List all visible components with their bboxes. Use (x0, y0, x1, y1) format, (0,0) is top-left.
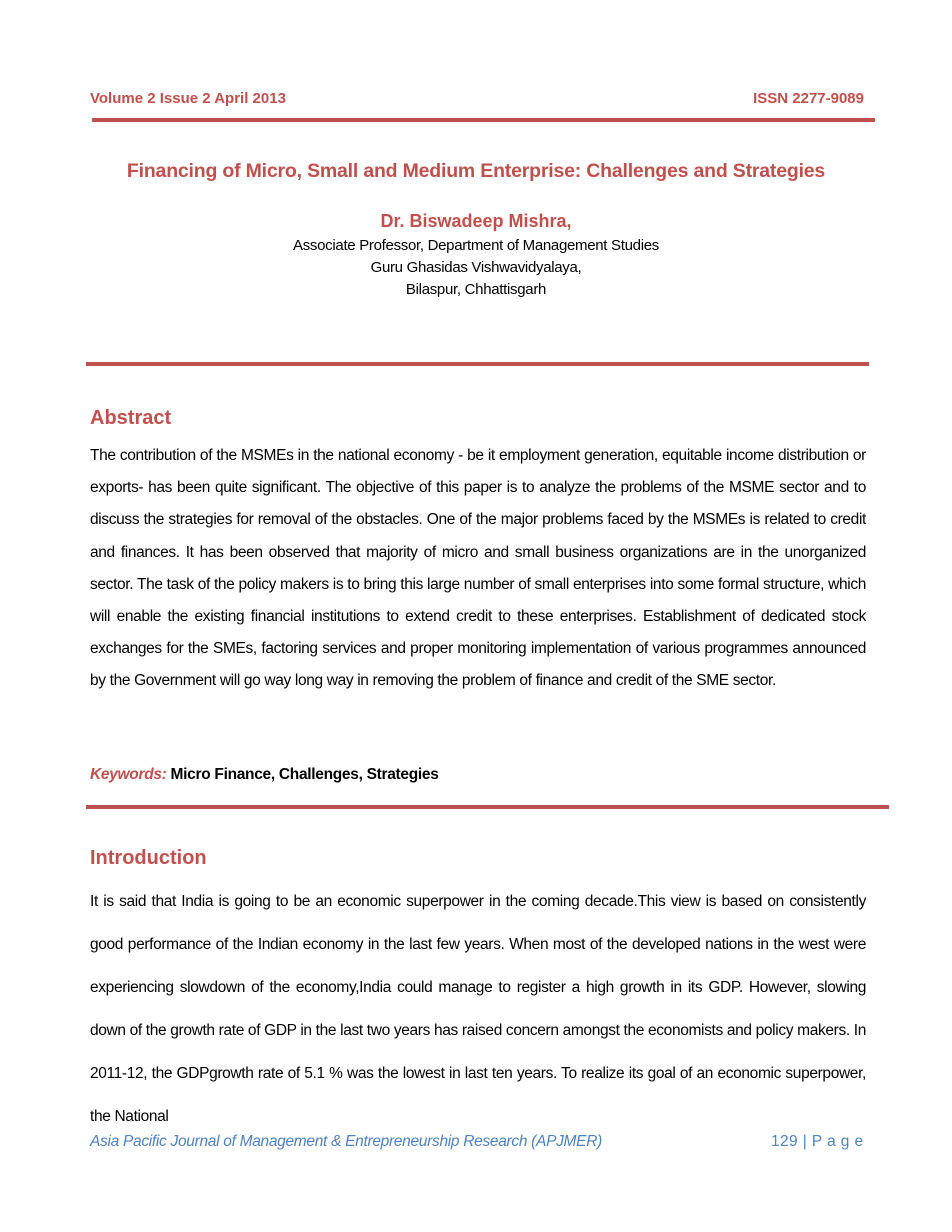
keywords-line (90, 766, 439, 784)
introduction-heading: Introduction (90, 847, 207, 869)
keywords-value: Micro Finance, Challenges, Strategies (166, 766, 439, 783)
introduction-text: It is said that India is going to be an economic superpower in the coming decade.This view is based on consistently good performance of the Indian economy in the last few years. When most of the developed nations in the west were experiencing slowdown of the economy,India could manage to register a high growth in its GDP. However, slowing down of the growth rate of GDP in the last two years has raised concern amongst the economists and policy makers. In 2011-12, the GDPgrowth rate of 5.1 % was the lowest in last ten years. To realize its goal of an economic superpower, the National (90, 893, 866, 1125)
paper-title: Financing of Micro, Small and Medium Enterprise: Challenges and Strategies (126, 160, 826, 182)
footer-journal-name: Asia Pacific Journal of Management & Entrepreneurship Research (APJMER) (90, 1133, 602, 1150)
abstract-heading: Abstract (90, 407, 172, 429)
author-name: Dr. Biswadeep Mishra, (380, 211, 572, 231)
keywords-label: Keywords: (90, 766, 167, 783)
author-affiliation-university: Guru Ghasidas Vishwavidyalaya, (370, 259, 582, 276)
page-number: 129 | P a g e (771, 1133, 864, 1150)
author-affiliation-location: Bilaspur, Chhattisgarh (405, 281, 547, 298)
journal-issn: ISSN 2277-9089 (753, 90, 864, 107)
abstract-divider (86, 805, 889, 809)
journal-volume: Volume 2 Issue 2 April 2013 (90, 90, 286, 107)
abstract-text: The contribution of the MSMEs in the national economy - be it employment generation, equitable income distribution or exports- has been quite significant. The objective of this paper is to analyze the problems of the MSME sector and to discuss the strategies for removal of the obstacles. One of the major problems faced by the MSMEs is related to credit and finances. It has been observed that majority of micro and small business organizations are in the unorganized sector. The task of the policy makers is to bring this large number of small enterprises into some formal structure, which will enable the existing financial institutions to extend credit to these enterprises. Establishment of dedicated stock exchanges for the SMEs, factoring services and proper monitoring implementation of various programmes announced by the Government will go way long way in removing the problem of finance and credit of the SME sector. (90, 447, 866, 690)
author-affiliation-position: Associate Professor, Department of Management Studies (293, 237, 659, 254)
title-divider (86, 362, 869, 366)
header-divider (92, 118, 875, 122)
